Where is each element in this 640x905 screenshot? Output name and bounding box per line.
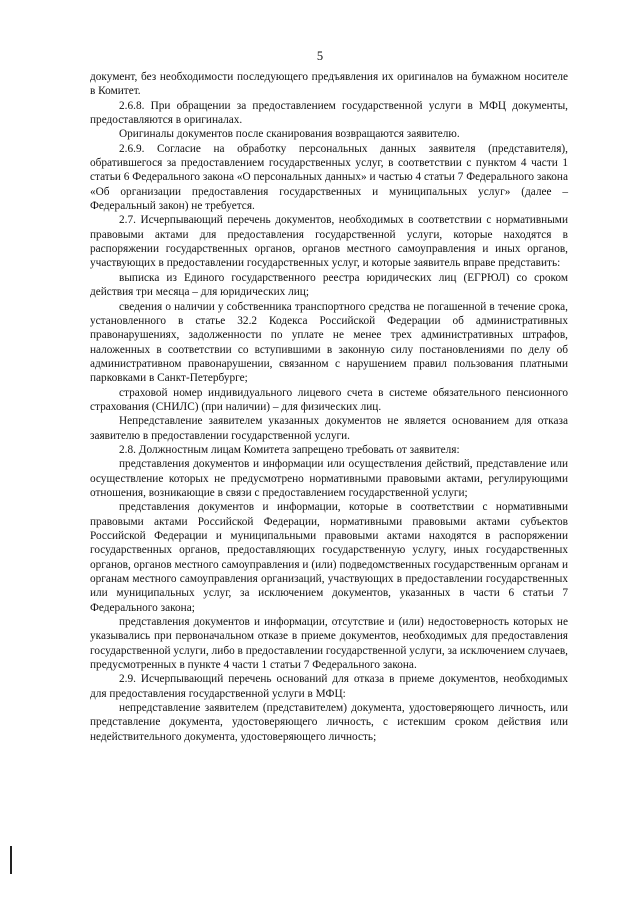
scan-edge-mark [10,846,12,874]
paragraph: непредставление заявителем (представителем) документа, удостоверяющего личность, или представление документа, удостоверяющего личность, с истекшим сроком действия или недействительного документа, удостоверяющего личность; [90,702,568,743]
paragraph: представления документов и информации, отсутствие и (или) недостоверность которых не указывались при первоначальном отказе в приеме документов, необходимых для предоставления государственной услуги, либо в предоставлении государственной услуги, за исключением случаев, предусмотренных в пункте 4 части 1 статьи 7 Федерального закона. [90,616,568,672]
paragraph: 2.7. Исчерпывающий перечень документов, необходимых в соответствии с нормативными правовыми актами для предоставления государственной услуги, которые находятся в распоряжении государственных органов, органов местного самоуправления и иных органов, участвующих в предоставлении государственных услуг, и которые заявитель вправе представить: [90,214,568,270]
paragraph: 2.9. Исчерпывающий перечень оснований для отказа в приеме документов, необходимых для предоставления государственной услуги в МФЦ: [90,673,568,700]
paragraph: представления документов и информации или осуществления действий, представление или осуществление которых не предусмотрено нормативными правовыми актами, регулирующими отношения, возникающие в связи с предоставлением государственной услуги; [90,458,568,499]
paragraph: 2.8. Должностным лицам Комитета запрещено требовать от заявителя: [119,443,460,456]
paragraph: выписка из Единого государственного реестра юридических лиц (ЕГРЮЛ) со сроком действия три месяца – для юридических лиц; [90,271,568,299]
page-number: 5 [316,49,324,63]
paragraph: Непредставление заявителем указанных документов не является основанием для отказа заявителю в предоставлении государственной услуги. [90,415,568,442]
paragraph: представления документов и информации, которые в соответствии с нормативными правовыми актами Российской Федерации, нормативными правовыми актами субъектов Российской Федерации и муниципальными правовыми актами находятся в распоряжении государственных органов, предоставляющих государственную услугу, иных государственных органов, органов местного самоуправления и (или) подведомственных государственным органам и органам местного самоуправления организаций, участвующих в предоставлении государственных или муниципальных услуг, за исключением документов, указанных в части 6 статьи 7 Федерального закона; [90,501,568,614]
paragraph: 2.6.9. Согласие на обработку персональных данных заявителя (представителя), обратившегося за предоставлением государственных услуг, в соответствии с пунктом 4 части 1 статьи 6 Федерального закона «О персональных данных» и частью 4 статьи 7 Федерального закона «Об организации предоставления государственных и муниципальных услуг» (далее – Федеральный закон) не требуется. [90,142,568,213]
paragraph: Оригиналы документов после сканирования возвращаются заявителю. [119,128,460,141]
paragraph: сведения о наличии у собственника транспортного средства не погашенной в течение срока, установленного в статье 32.2 Кодекса Российской Федерации об административных правонарушениях, задолженности по уплате не менее трех административных штрафов, наложенных в соответствии со вступившими в законную силу постановлениями по делу об административном правонарушении, связанном с нарушением правил пользования платными парковками в Санкт-Петербурге; [90,300,568,385]
document-body [90,70,568,744]
paragraph: 2.6.8. При обращении за предоставлением государственной услуги в МФЦ документы, предоставляются в оригиналах. [90,99,568,127]
paragraph: страховой номер индивидуального лицевого счета в системе обязательного пенсионного страхования (СНИЛС) (при наличии) – для физических лиц. [90,386,568,413]
paragraph: документ, без необходимости последующего предъявления их оригиналов на бумажном носителе в Комитет. [90,71,568,98]
